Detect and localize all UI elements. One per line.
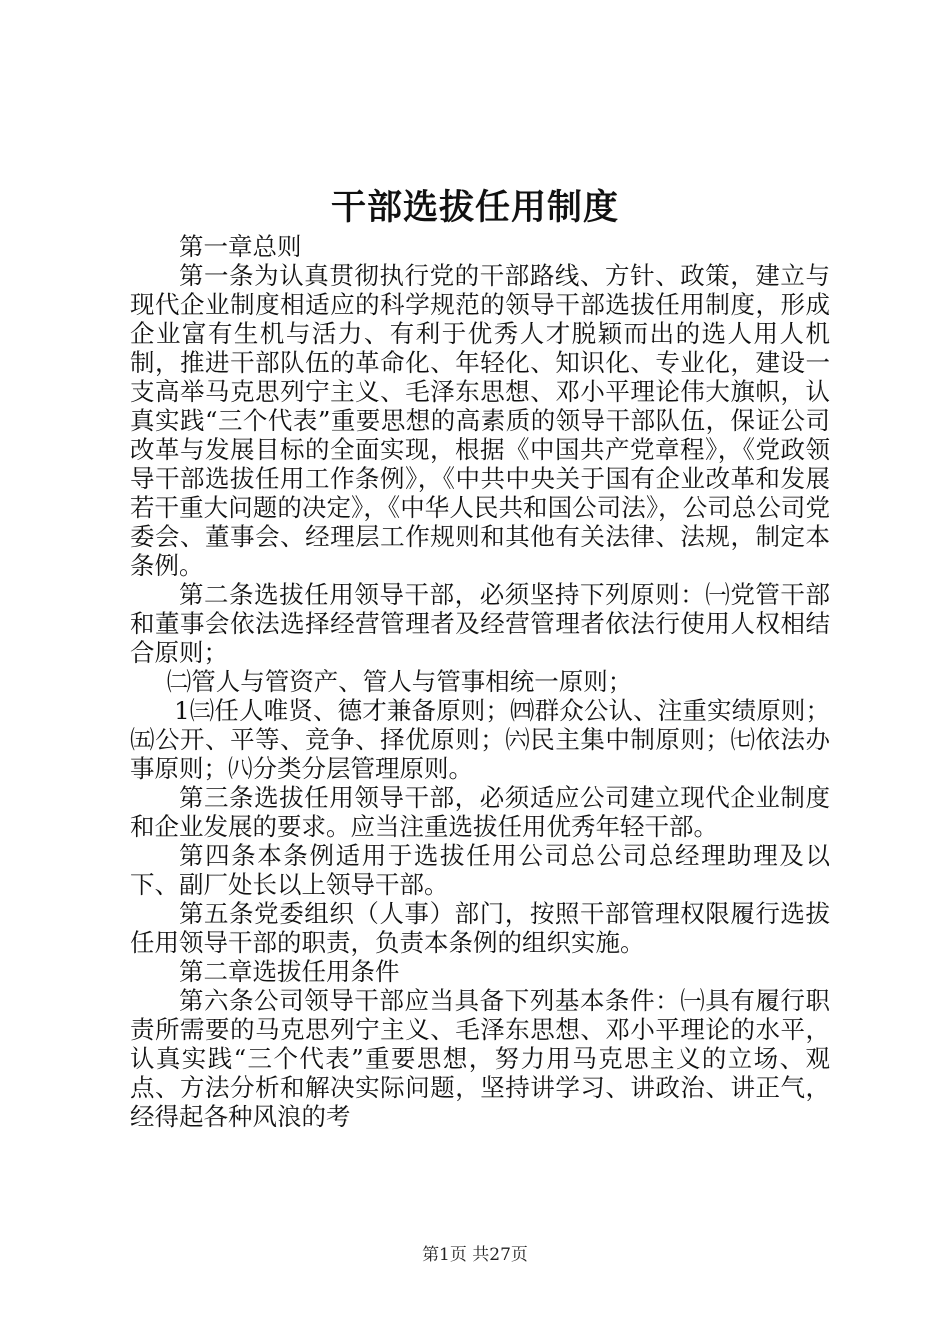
paragraph: 第四条本条例适用于选拔任用公司总公司总经理助理及以下、副厂处长以上领导干部。 (130, 841, 830, 899)
document-title: 干部选拔任用制度 (330, 187, 619, 228)
paragraph: ㈡管人与管资产、管人与管事相统一原则； (166, 667, 633, 696)
paragraph: 第五条党委组织（人事）部门，按照干部管理权限履行选拔任用领导干部的职责，负责本条例的组织实施。 (130, 899, 830, 957)
paragraph: 第一条为认真贯彻执行党的干部路线、方针、政策，建立与现代企业制度相适应的科学规范的领导干部选拔任用制度，形成企业富有生机与活力、有利于优秀人才脱颖而出的选人用人机制，推进干部队伍的革命化、年轻化、知识化、专业化，建设一支高举马克思列宁主义、毛泽东思想、邓小平理论伟大旗帜，认真实践“三个代表”重要思想的高素质的领导干部队伍，保证公司改革与发展目标的全面实现，根据《中国共产党章程》，《党政领导干部选拔任用工作条例》，《中共中央关于国有企业改革和发展若干重大问题的决定》，《中华人民共和国公司法》，公司总公司党委会、董事会、经理层工作规则和其他有关法律、法规，制定本条例。 (130, 261, 830, 580)
paragraph: 第六条公司领导干部应当具备下列基本条件：㈠具有履行职责所需要的马克思列宁主义、毛泽东思想、邓小平理论的水平，认真实践“三个代表”重要思想，努力用马克思主义的立场、观点、方法分析和解决实际问题，坚持讲学习、讲政治、讲正气，经得起各种风浪的考 (130, 986, 830, 1131)
chapter-heading: 第一章总则 (179, 232, 302, 261)
chapter-heading: 第二章选拔任用条件 (179, 957, 400, 986)
page-footer: 第1页 共27页 (422, 1245, 528, 1265)
document-body (130, 232, 830, 1131)
paragraph: 1㈢任人唯贤、德才兼备原则；㈣群众公认、注重实绩原则；㈤公开、平等、竞争、择优原则；㈥民主集中制原则；㈦依法办事原则；㈧分类分层管理原则。 (130, 696, 830, 783)
paragraph: 第三条选拔任用领导干部，必须适应公司建立现代企业制度和企业发展的要求。应当注重选拔任用优秀年轻干部。 (130, 783, 830, 841)
paragraph: 第二条选拔任用领导干部，必须坚持下列原则：㈠党管干部和董事会依法选择经营管理者及经营管理者依法行使用人权相结合原则； (130, 580, 830, 667)
